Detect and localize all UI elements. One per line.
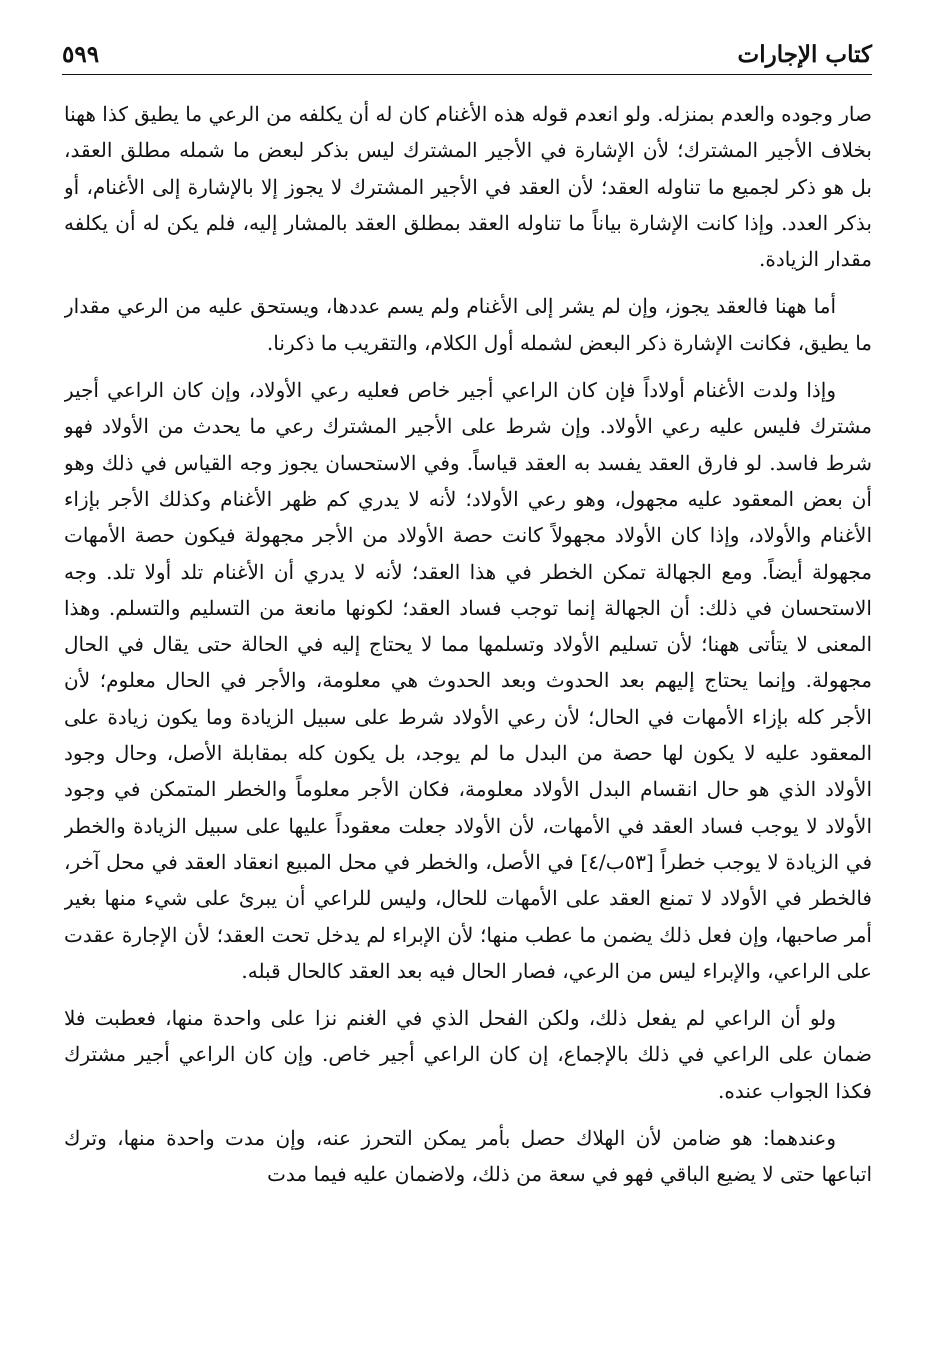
paragraph: وإذا ولدت الأغنام أولاداً فإن كان الراعي أجير خاص فعليه رعي الأولاد، وإن كان الراعي أجير مشترك فليس عليه رعي الأولاد. وإن شرط على الأجير المشترك رعي ما يحدث من الأولاد فهو شرط فاسد. لو فارق العقد يفسد به العقد قياساً. وفي الاستحسان يجوز وجه القياس في ذلك وهو أن بعض المعقود عليه مجهول، وهو رعي الأولاد؛ لأنه لا يدري كم ظهر الأغنام وكذلك الأجر بإزاء الأغنام والأولاد، وإذا كان الأولاد مجهولاً كانت حصة الأولاد من الأجر مجهولة فيكون حصة الأمهات مجهولة أيضاً. ومع الجهالة تمكن الخطر في هذا العقد؛ لأنه لا يدري أن الأغنام تلد أولا تلد. وجه الاستحسان في ذلك: أن الجهالة إنما توجب فساد العقد؛ لكونها مانعة من التسليم والتسلم. وهذا المعنى لا يتأتى ههنا؛ لأن تسليم الأولاد وتسلمها مما لا يحتاج إليه في الحالة حتى يقال في الحال مجهولة. وإنما يحتاج إليهم بعد الحدوث وبعد الحدوث هي معلومة، والأجر في الحال معلوم؛ لأن الأجر كله بإزاء الأمهات في الحال؛ لأن رعي الأولاد شرط على سبيل الزيادة وما يكون زيادة على المعقود عليه لا يكون لها حصة من البدل ما لم يوجد، بل يكون كله بمقابلة الأصل، وحال وجود الأولاد الذي هو حال انقسام البدل الأولاد معلومة، فكان الأجر معلوماً والخطر المتمكن في وجود الأولاد لا يوجب فساد العقد في الأمهات، لأن الأولاد جعلت معقوداً عليها على سبيل الزيادة والخطر في الزيادة لا يوجب خطراً [٥٣ب/٤] في الأصل، والخطر في محل المبيع انعقاد العقد في محل آخر، فالخطر في الأولاد لا تمنع العقد على الأمهات للحال، وليس للراعي أن يبرئ على شيء منها بغير أمر صاحبها، وإن فعل ذلك يضمن ما عطب منها؛ لأن الإبراء لم يدخل تحت العقد؛ لأن الإجارة عقدت على الراعي، والإبراء ليس من الرعي، فصار الحال فيه بعد العقد كالحال قبله. — [64, 378, 872, 983]
page-number: ٥٩٩ — [62, 41, 100, 68]
running-header — [62, 28, 872, 75]
running-title: كتاب الإجارات — [737, 41, 872, 68]
body-text — [64, 96, 872, 1350]
paragraph: صار وجوده والعدم بمنزله. ولو انعدم قوله هذه الأغنام كان له أن يكلفه من الرعي ما يطيق كذا ههنا بخلاف الأجير المشترك؛ لأن الإشارة في الأجير المشترك ليس بذكر لبعض ما شمله مطلق العقد، بل هو ذكر لجميع ما تناوله العقد؛ لأن العقد في الأجير المشترك لا يجوز إلا بالإشارة إلى الأغنام، أو بذكر العدد. وإذا كانت الإشارة بياناً ما تناوله العقد بمطلق العقد بالمشار إليه، فلم يكن له أن يكلفه مقدار الزيادة. — [64, 102, 872, 272]
paragraph: ولو أن الراعي لم يفعل ذلك، ولكن الفحل الذي في الغنم نزا على واحدة منها، فعطبت فلا ضمان على الراعي في ذلك بالإجماع، إن كان الراعي أجير خاص. وإن كان الراعي أجير مشترك فكذا الجواب عنده. — [64, 1006, 872, 1103]
paragraph: وعندهما: هو ضامن لأن الهلاك حصل بأمر يمكن التحرز عنه، وإن مدت واحدة منها، وترك اتباعها حتى لا يضيع الباقي فهو في سعة من ذلك، ولاضمان عليه فيما مدت — [64, 1126, 872, 1187]
paragraph: أما ههنا فالعقد يجوز، وإن لم يشر إلى الأغنام ولم يسم عددها، ويستحق عليه من الرعي مقدار ما يطيق، فكانت الإشارة ذكر البعض لشمله أول الكلام، والتقريب ما ذكرنا. — [64, 294, 872, 355]
